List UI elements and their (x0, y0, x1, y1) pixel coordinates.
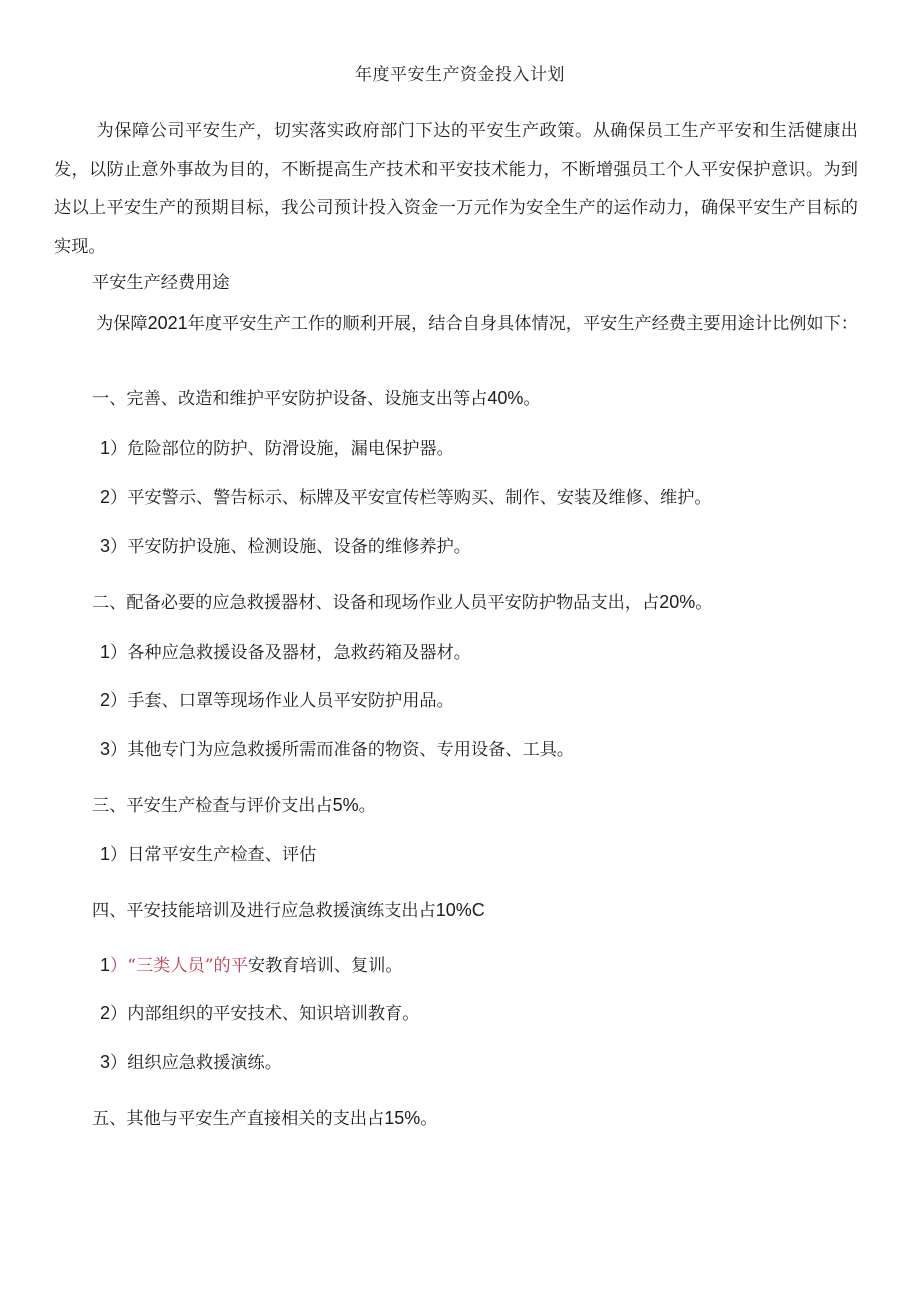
item-text: ）平安警示、警告标示、标牌及平安宣传栏等购买、制作、安装及维修、维护。 (110, 488, 712, 508)
section-percent: 20% (659, 592, 696, 612)
item-number: 1 (100, 642, 111, 662)
section-heading-text: 三、平安生产检查与评价支出占 (92, 796, 333, 816)
usage-label: 平安生产经费用途 (92, 273, 230, 293)
intro-paragraph (54, 112, 858, 266)
section-4-item-3 (100, 1050, 282, 1075)
section-heading-end: 。 (358, 796, 376, 816)
item-number: 2 (100, 690, 111, 710)
item-text: ）其他专门为应急救援所需而准备的物资、专用设备、工具。 (110, 740, 575, 760)
section-heading-end: 。 (523, 389, 541, 409)
item-number: 1 (100, 844, 111, 864)
item-highlight-text: ）“三类人员”的平 (110, 956, 248, 976)
usage-suffix: 年度平安生产工作的顺利开展，结合自身具体情况，平安生产经费主要用途计比例如下： (187, 314, 858, 334)
document-title: 年度平安生产资金投入计划 (355, 65, 565, 85)
section-2-heading (92, 590, 712, 615)
item-number: 2 (100, 1003, 111, 1023)
section-heading-end: 。 (420, 1109, 438, 1129)
section-heading-text: 一、完善、改造和维护平安防护设备、设施支出等占 (92, 389, 488, 409)
section-2-item-2 (100, 688, 454, 713)
item-number: 3 (100, 739, 111, 759)
usage-year: 2021 (147, 313, 188, 333)
item-text: ）各种应急救援设备及器材，急救药箱及器材。 (110, 643, 471, 663)
intro-paragraph-text: 为保障公司平安生产，切实落实政府部门下达的平安生产政策。从确保员工生产平安和生活健康出发，以防止意外事故为目的，不断提高生产技术和平安技术能力，不断增强员工个人平安保护意识。为到达以上平安生产的预期目标，我公司预计投入资金一万元作为安全生产的运作动力，确保平安生产目标的实现。 (54, 121, 858, 257)
section-1-item-1 (100, 436, 454, 461)
section-3-item-1 (100, 842, 316, 867)
section-percent: 15% (384, 1108, 421, 1128)
item-text: ）平安防护设施、检测设施、设备的维修养护。 (110, 537, 471, 557)
usage-paragraph (54, 304, 858, 344)
section-1-item-2 (100, 485, 712, 510)
section-1-item-3 (100, 534, 471, 559)
section-percent: 10%C (435, 900, 485, 920)
section-3-heading (92, 793, 376, 818)
section-4-item-1 (100, 953, 403, 978)
section-heading-text: 四、平安技能培训及进行应急救援演练支出占 (92, 901, 436, 921)
item-text: 安教育培训、复训。 (247, 956, 403, 976)
section-percent: 40% (487, 388, 524, 408)
item-number: 1 (100, 955, 111, 975)
item-number: 3 (100, 536, 111, 556)
usage-prefix: 为保障 (96, 314, 148, 334)
item-number: 2 (100, 487, 111, 507)
section-heading-text: 二、配备必要的应急救援器材、设备和现场作业人员平安防护物品支出，占 (92, 593, 660, 613)
section-5-heading (92, 1106, 437, 1131)
section-4-heading (92, 898, 485, 923)
item-text: ）内部组织的平安技术、知识培训教育。 (110, 1004, 420, 1024)
item-number: 1 (100, 438, 111, 458)
item-text: ）组织应急救援演练。 (110, 1053, 282, 1073)
section-2-item-1 (100, 640, 471, 665)
item-text: ）日常平安生产检查、评估 (110, 845, 317, 865)
section-percent: 5% (332, 795, 359, 815)
section-4-item-2 (100, 1001, 419, 1026)
item-text: ）危险部位的防护、防滑设施，漏电保护器。 (110, 439, 454, 459)
section-heading-end: 。 (695, 593, 713, 613)
section-2-item-3 (100, 737, 574, 762)
section-heading-text: 五、其他与平安生产直接相关的支出占 (92, 1109, 385, 1129)
item-text: ）手套、口罩等现场作业人员平安防护用品。 (110, 691, 454, 711)
item-number: 3 (100, 1052, 111, 1072)
section-1-heading (92, 386, 541, 411)
